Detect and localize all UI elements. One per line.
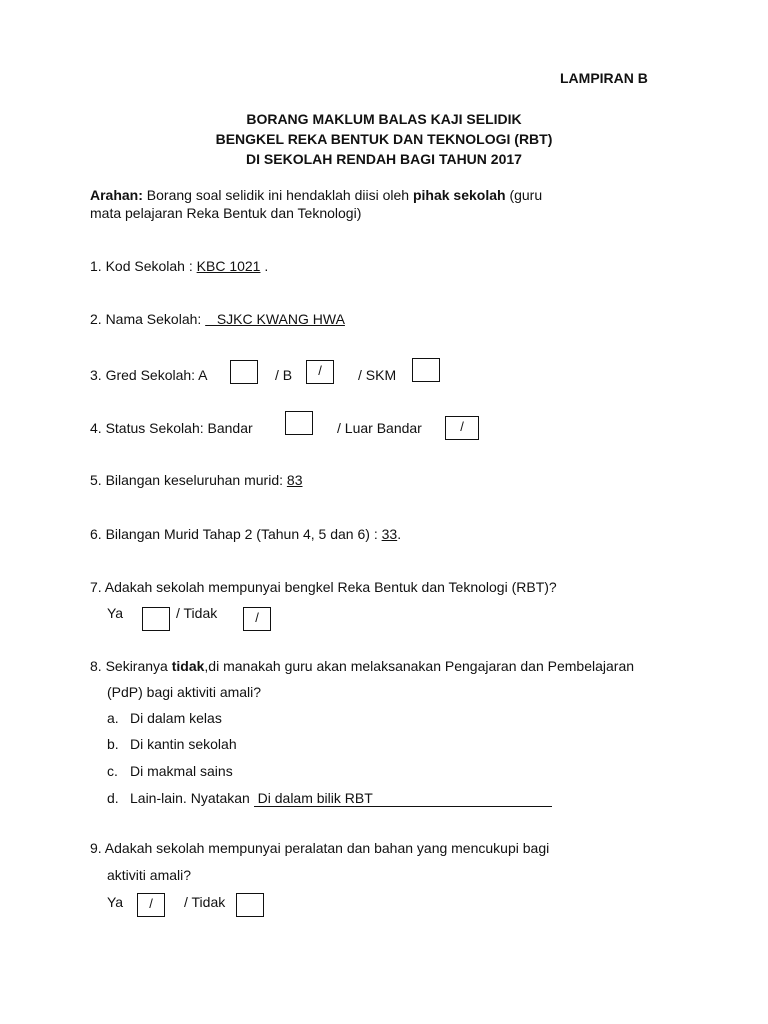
lain-lain-field[interactable]: Di dalam bilik RBT <box>254 790 552 807</box>
option-letter: c. <box>107 763 118 779</box>
kod-sekolah-field[interactable]: KBC 1021 <box>196 258 261 274</box>
q2-label: 2. Nama Sekolah: <box>90 311 206 327</box>
gred-b-checkbox[interactable]: / <box>306 360 334 384</box>
q8-text-b: ,di manakah guru akan melaksanakan Pengajaran dan Pembelajaran <box>204 658 635 674</box>
q8-option-d <box>107 790 552 807</box>
form-title-line-2: BENGKEL REKA BENTUK DAN TEKNOLOGI (RBT) <box>215 131 553 147</box>
gred-skm-checkbox[interactable] <box>412 358 440 382</box>
arahan-text-1: Borang soal selidik ini hendaklah diisi oleh <box>142 187 413 203</box>
q7-ya-checkbox[interactable] <box>142 607 170 631</box>
form-title-line-1: BORANG MAKLUM BALAS KAJI SELIDIK <box>246 111 522 127</box>
question-2 <box>90 311 345 327</box>
bilangan-murid-field[interactable]: 83 <box>286 472 303 488</box>
q4-option-luar-bandar: / Luar Bandar <box>337 420 422 436</box>
q8-option-b <box>107 736 237 752</box>
option-text: Di kantin sekolah <box>130 736 237 752</box>
q9-line-2: aktiviti amali? <box>107 867 192 883</box>
q9-ya-checkbox[interactable]: / <box>137 893 165 917</box>
q8-option-c <box>107 763 233 779</box>
form-title-line-3: DI SEKOLAH RENDAH BAGI TAHUN 2017 <box>246 151 522 167</box>
q6-label: 6. Bilangan Murid Tahap 2 (Tahun 4, 5 dan 6) : <box>90 526 382 542</box>
option-letter: b. <box>107 736 119 752</box>
question-6 <box>90 526 401 542</box>
option-letter: d. <box>107 790 119 806</box>
q9-line-1: 9. Adakah sekolah mempunyai peralatan dan bahan yang mencukupi bagi <box>90 840 550 856</box>
arahan-text-2: (guru <box>505 187 543 203</box>
q9-tidak-label: / Tidak <box>184 894 226 910</box>
q9-tidak-checkbox[interactable] <box>236 893 264 917</box>
q7-tidak-checkbox[interactable]: / <box>243 607 271 631</box>
q8-bold-tidak: tidak <box>171 658 205 674</box>
q7-ya-label: Ya <box>107 605 124 621</box>
q1-end: . <box>260 258 269 274</box>
lampiran-label: LAMPIRAN B <box>560 70 648 86</box>
status-bandar-checkbox[interactable] <box>285 411 313 435</box>
arahan-label: Arahan: <box>90 187 143 203</box>
option-text: Lain-lain. Nyatakan <box>130 790 254 806</box>
question-5 <box>90 472 302 488</box>
arahan-line-1 <box>90 187 542 203</box>
nama-sekolah-field[interactable]: SJKC KWANG HWA <box>205 311 345 327</box>
option-text: Di dalam kelas <box>130 710 222 726</box>
q7-tidak-label: / Tidak <box>176 605 218 621</box>
arahan-bold: pihak sekolah <box>412 187 506 203</box>
question-1 <box>90 258 268 274</box>
q8-option-a <box>107 710 222 726</box>
status-luar-bandar-checkbox[interactable]: / <box>445 416 479 440</box>
q9-ya-label: Ya <box>107 894 124 910</box>
q8-line-1 <box>90 658 634 674</box>
q6-end: . <box>397 526 402 542</box>
arahan-line-2: mata pelajaran Reka Bentuk dan Teknologi) <box>90 205 362 221</box>
q7-question: 7. Adakah sekolah mempunyai bengkel Reka Bentuk dan Teknologi (RBT)? <box>90 579 557 595</box>
gred-a-checkbox[interactable] <box>230 360 258 384</box>
q5-label: 5. Bilangan keseluruhan murid: <box>90 472 287 488</box>
option-text: Di makmal sains <box>130 763 233 779</box>
q8-text-a: 8. Sekiranya <box>90 658 172 674</box>
q3-label: 3. Gred Sekolah: A <box>90 367 208 383</box>
option-letter: a. <box>107 710 119 726</box>
q3-option-b: / B <box>275 367 293 383</box>
q3-option-skm: / SKM <box>358 367 397 383</box>
q1-label: 1. Kod Sekolah : <box>90 258 197 274</box>
q8-line-2: (PdP) bagi aktiviti amali? <box>107 684 262 700</box>
q4-label: 4. Status Sekolah: Bandar <box>90 420 253 436</box>
bilangan-tahap-2-field[interactable]: 33 <box>381 526 398 542</box>
